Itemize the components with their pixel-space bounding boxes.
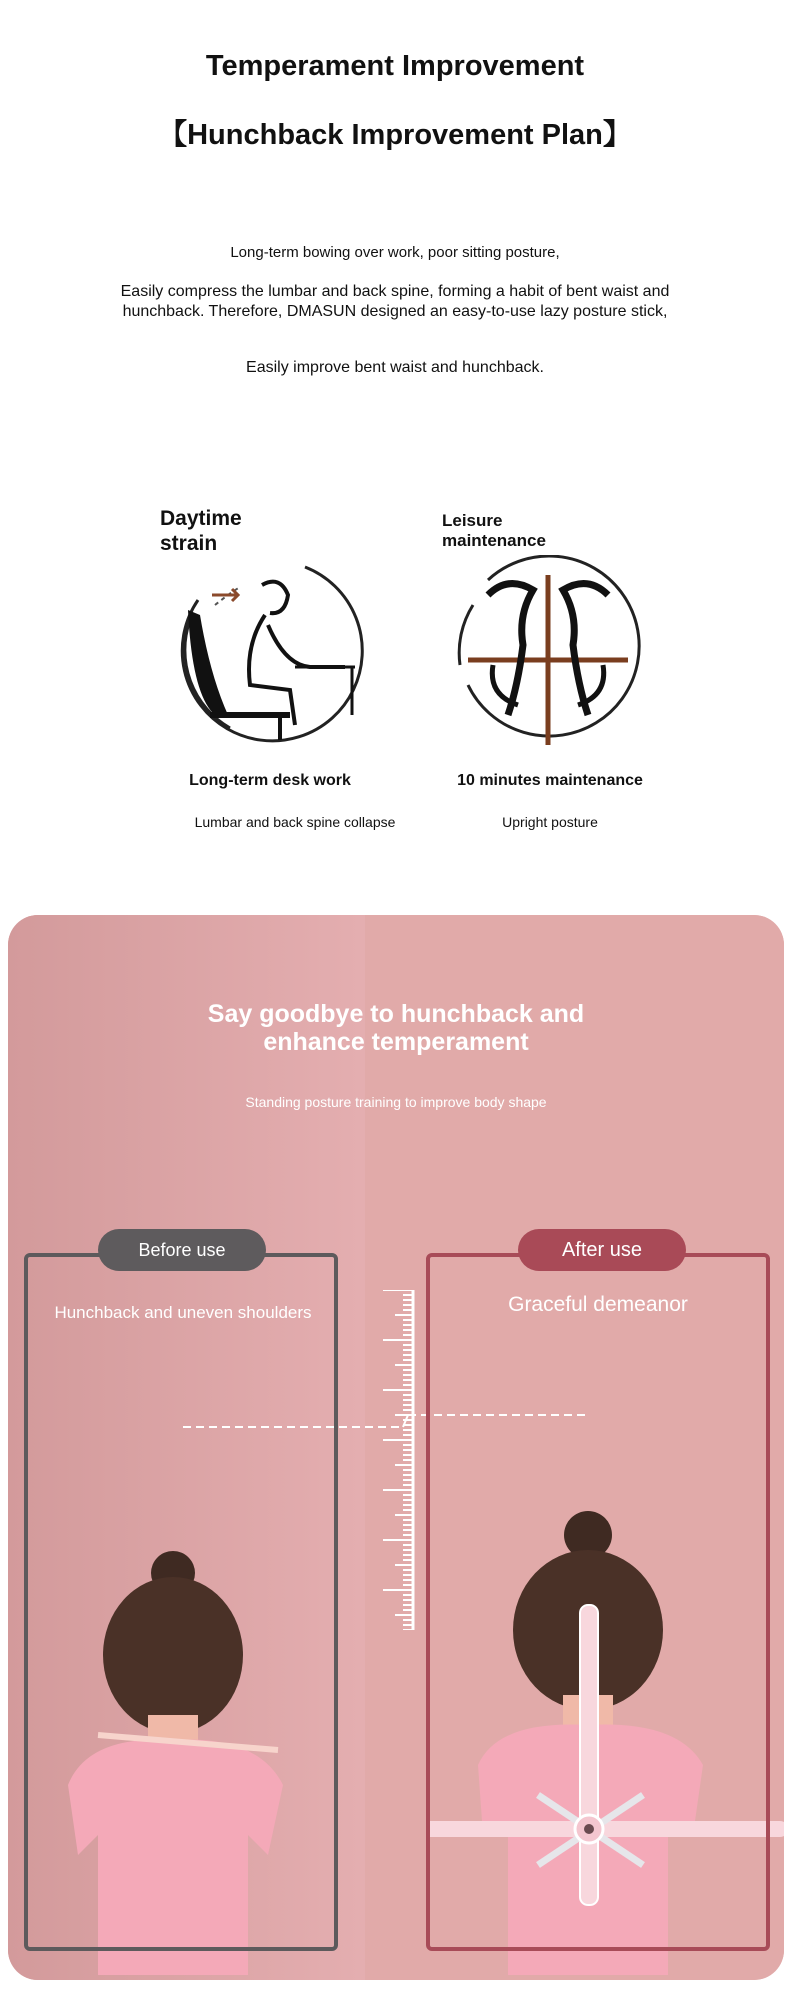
leisure-maintenance-heading: Leisure maintenance	[442, 511, 546, 550]
left-subcaption: Lumbar and back spine collapse	[194, 814, 396, 830]
page-title: Temperament Improvement	[205, 50, 585, 82]
right-caption: 10 minutes maintenance	[457, 772, 643, 789]
before-after-panel	[8, 915, 784, 1980]
panel-title: Say goodbye to hunchback and enhance temperament	[207, 1000, 585, 1056]
upright-posture-icon	[448, 555, 648, 755]
desk-work-icon	[170, 555, 370, 755]
before-use-badge: Before use	[98, 1229, 266, 1271]
before-frame	[24, 1253, 338, 1951]
left-caption: Long-term desk work	[189, 772, 351, 789]
page-subtitle: 【Hunchback Improvement Plan】	[158, 119, 632, 151]
after-label: Graceful demeanor	[508, 1293, 688, 1316]
intro-line-2: Easily compress the lumbar and back spine, forming a habit of bent waist and hunchback. Therefore, DMASUN designed an easy-to-use lazy posture stick,	[120, 283, 670, 320]
intro-line-3: Easily improve bent waist and hunchback.	[246, 359, 544, 376]
after-frame	[426, 1253, 770, 1951]
panel-subtitle: Standing posture training to improve body shape	[245, 1094, 547, 1110]
intro-line-1: Long-term bowing over work, poor sitting posture,	[230, 244, 560, 261]
daytime-strain-heading: Daytime strain	[160, 507, 242, 555]
right-subcaption: Upright posture	[502, 814, 598, 830]
after-use-badge: After use	[518, 1229, 686, 1271]
before-label: Hunchback and uneven shoulders	[54, 1303, 312, 1322]
